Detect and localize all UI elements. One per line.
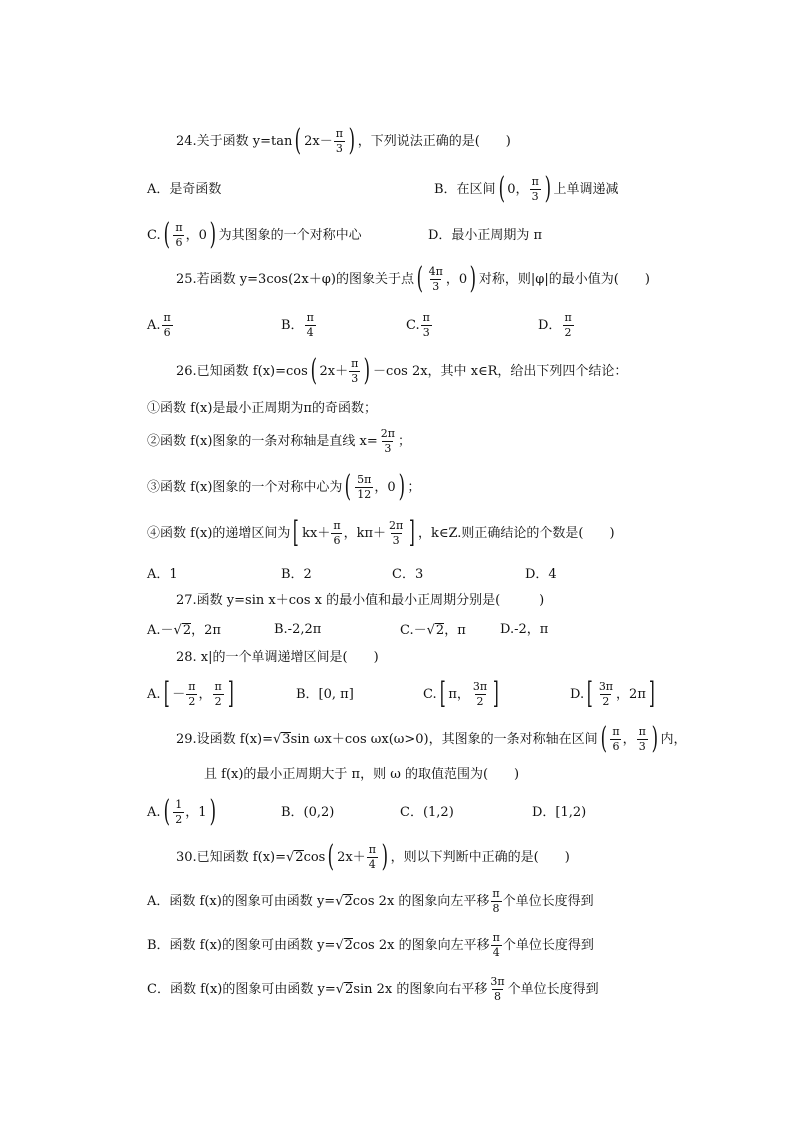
fraction	[597, 681, 615, 707]
text: B．函数 f(x)的图象可由函数 y=	[147, 937, 336, 953]
numerator: π	[638, 724, 646, 738]
text: 为其图象的一个对称中心	[218, 227, 362, 243]
q26-conclusion-2	[147, 428, 411, 454]
numerator: 3π	[490, 975, 505, 988]
text: ，	[622, 731, 636, 747]
left-paren: (	[600, 721, 607, 756]
fraction	[173, 222, 184, 248]
numerator: π	[492, 887, 500, 900]
text: 上单调递减	[553, 181, 619, 197]
text: B．2	[281, 567, 312, 582]
numerator: π	[531, 174, 539, 188]
text: 2x＋	[319, 363, 349, 379]
text: －	[172, 686, 186, 702]
q28-option-d	[570, 676, 658, 711]
right-paren: )	[209, 217, 216, 252]
denominator: 8	[494, 989, 502, 1003]
q29-stem-line2	[204, 768, 519, 781]
text: 26.已知函数 f(x)=cos	[176, 363, 308, 379]
text: ④函数 f(x)的递增区间为	[147, 525, 291, 541]
text: sin 2x 的图象向右平移	[353, 981, 488, 997]
text: D.	[570, 686, 585, 702]
q29-option-b	[281, 806, 334, 819]
denominator: 3	[384, 441, 392, 455]
numerator: 2π	[380, 427, 396, 440]
text: D．4	[525, 567, 557, 582]
numerator: π	[335, 126, 343, 140]
fraction	[367, 844, 378, 870]
radicand: 2	[295, 850, 304, 865]
text: A.	[147, 317, 161, 333]
right-bracket: ]	[409, 515, 416, 550]
q29-option-d	[532, 806, 586, 819]
text: 内，	[660, 731, 687, 747]
text: 28. x|的一个单调递增区间是( )	[176, 650, 379, 665]
denominator: 3	[531, 189, 539, 203]
q29-option-c	[400, 806, 454, 819]
text: ，kπ＋	[343, 525, 387, 541]
numerator: π	[351, 356, 359, 370]
text: ②函数 f(x)图象的一条对称轴是直线 x=	[147, 433, 378, 449]
sqrt-symbol: √	[426, 622, 435, 638]
right-paren: )	[209, 794, 216, 829]
fraction	[213, 681, 224, 707]
q26-conclusion-3	[147, 469, 421, 504]
q24-option-c	[147, 217, 362, 252]
left-paren: (	[163, 794, 170, 829]
q29-stem	[176, 721, 687, 756]
q24-option-b	[434, 171, 619, 206]
fraction	[562, 312, 573, 338]
text: π，	[448, 686, 470, 702]
fraction	[637, 726, 648, 752]
text: C.	[406, 317, 420, 333]
denominator: 6	[612, 739, 620, 753]
text: C.	[147, 227, 161, 243]
text: ，π	[444, 622, 466, 638]
sqrt-symbol: √	[335, 893, 344, 909]
text: C．3	[392, 567, 424, 582]
fraction	[305, 312, 316, 338]
sqrt-symbol: √	[335, 981, 345, 997]
text: B.-2,2π	[274, 622, 322, 637]
radicand: 2	[344, 938, 353, 954]
right-bracket: ]	[493, 676, 499, 711]
q27-stem	[176, 594, 544, 607]
numerator: π	[368, 842, 376, 856]
q25-option-c	[406, 312, 433, 338]
text: 个单位长度得到	[502, 893, 594, 909]
text: 0，	[507, 181, 529, 197]
sqrt-symbol: √	[273, 731, 282, 747]
right-bracket: ]	[227, 676, 234, 711]
numerator: 2π	[389, 518, 404, 532]
text: A．1	[147, 567, 178, 582]
denominator: 3	[351, 371, 359, 385]
text: ，0	[374, 479, 396, 495]
text: ③函数 f(x)图象的一个对称中心为	[147, 479, 343, 495]
numerator: π	[306, 311, 314, 324]
numerator: π	[333, 518, 341, 532]
right-bracket: ]	[648, 676, 655, 711]
fraction	[331, 520, 342, 546]
numerator: 4π	[428, 264, 443, 278]
denominator: 3	[432, 279, 440, 293]
left-paren: (	[416, 261, 424, 296]
q26-conclusion-4	[147, 515, 615, 550]
denominator: 2	[188, 694, 196, 708]
text: 27.函数 y=sin x＋cos x 的最小值和最小正周期分别是( )	[176, 593, 545, 608]
text: ；	[407, 479, 421, 495]
q24-option-a	[147, 183, 221, 196]
left-paren: (	[310, 353, 317, 388]
q28-stem	[176, 651, 379, 664]
fraction	[355, 474, 373, 500]
q30-option-c	[147, 976, 599, 1002]
text: 对称，则|φ|的最小值为( )	[478, 271, 650, 287]
text: B．在区间	[434, 181, 496, 197]
text: D.-2，π	[500, 622, 549, 637]
text: ，则以下判断中正确的是( )	[390, 849, 570, 865]
q26-conclusion-1	[147, 402, 377, 415]
left-paren: (	[498, 171, 505, 206]
text: C．(1,2)	[400, 805, 454, 820]
numerator: π	[214, 679, 222, 693]
fraction	[530, 176, 541, 202]
left-bracket: [	[587, 676, 593, 711]
radicand: 3	[282, 732, 291, 747]
left-paren: (	[295, 123, 302, 158]
sqrt-symbol: √	[286, 849, 295, 865]
denominator: 8	[492, 901, 500, 915]
q27-option-d	[500, 623, 548, 636]
q30-option-b	[147, 932, 594, 958]
fraction	[427, 266, 445, 292]
q25-stem	[176, 261, 650, 296]
text: A.	[147, 804, 161, 820]
text: 30.已知函数 f(x)=	[176, 849, 286, 865]
q29-option-a	[147, 794, 218, 829]
q25-option-d	[538, 312, 575, 338]
sqrt-symbol: √	[335, 937, 344, 953]
denominator: 2	[564, 325, 572, 339]
fraction	[421, 312, 432, 338]
right-paren: )	[651, 721, 658, 756]
fraction	[471, 681, 489, 707]
q26-stem	[176, 353, 628, 388]
denominator: 2	[476, 694, 484, 708]
fraction	[490, 888, 501, 914]
radicand: 2	[344, 894, 353, 910]
text: 个单位长度得到	[502, 937, 594, 953]
fraction	[173, 799, 184, 825]
text: ；	[398, 433, 412, 449]
q27-option-a	[147, 623, 221, 637]
text: ，2π	[191, 622, 221, 638]
numerator: π	[422, 311, 430, 324]
fraction	[162, 312, 173, 338]
denominator: 4	[368, 857, 376, 871]
right-paren: )	[348, 123, 356, 158]
left-bracket: [	[163, 676, 170, 711]
sqrt-symbol: √	[173, 622, 182, 638]
numerator: π	[175, 220, 183, 234]
text: －cos 2x，其中 x∈R，给出下列四个结论：	[373, 363, 628, 379]
fraction	[491, 932, 502, 958]
text: cos 2x 的图象向左平移	[352, 893, 490, 909]
numerator: π	[612, 724, 620, 738]
text: 2x＋	[337, 849, 366, 865]
text: B．[0, π]	[296, 687, 354, 702]
text: 24.关于函数 y=tan	[176, 133, 293, 149]
denominator: 4	[306, 325, 314, 339]
fraction	[334, 128, 345, 154]
q27-option-c	[400, 623, 466, 637]
fraction	[379, 428, 397, 454]
denominator: 6	[163, 325, 171, 339]
text: C.	[423, 686, 437, 702]
denominator: 4	[492, 945, 500, 959]
text: D．	[538, 317, 562, 333]
fraction	[349, 358, 360, 384]
denominator: 12	[357, 487, 372, 501]
text: 29.设函数 f(x)=	[176, 731, 273, 747]
denominator: 2	[214, 694, 222, 708]
q26-option-b	[281, 568, 312, 581]
numerator: 3π	[472, 679, 488, 693]
numerator: 3π	[598, 679, 614, 693]
denominator: 3	[392, 533, 400, 547]
text: 25.若函数 y=3cos(2x＋φ)的图象关于点	[176, 271, 414, 287]
q26-option-c	[392, 568, 423, 581]
text: B．	[281, 317, 304, 333]
left-bracket: [	[293, 515, 300, 550]
text: ①函数 f(x)是最小正周期为π的奇函数；	[147, 401, 377, 416]
fraction	[488, 976, 506, 1002]
denominator: 2	[175, 812, 183, 826]
right-paren: )	[544, 171, 551, 206]
text: D．最小正周期为 π	[428, 228, 543, 243]
text: sin ωx＋cos ωx(ω>0)，其图象的一条对称轴在区间	[290, 731, 598, 747]
q25-option-b	[281, 312, 317, 338]
left-paren: (	[327, 839, 335, 874]
denominator: 2	[602, 694, 610, 708]
right-paren: )	[398, 469, 405, 504]
text: A.	[147, 686, 161, 702]
denominator: 6	[175, 235, 183, 249]
numerator: 1	[175, 797, 183, 811]
left-bracket: [	[439, 676, 446, 711]
radicand: 2	[435, 623, 445, 638]
text: cos	[303, 849, 326, 865]
q28-option-a	[147, 676, 236, 711]
radicand: 2	[345, 982, 354, 998]
denominator: 3	[335, 141, 343, 155]
q24-option-d	[428, 229, 542, 242]
q27-option-b	[274, 623, 321, 636]
text: cos 2x 的图象向左平移	[352, 937, 490, 953]
right-paren: )	[363, 353, 371, 388]
text: D．[1,2)	[532, 805, 587, 820]
text: 2x－	[304, 133, 333, 149]
text: 且 f(x)的最小正周期大于 π，则 ω 的取值范围为( )	[204, 767, 520, 782]
denominator: 3	[638, 739, 646, 753]
right-paren: )	[469, 261, 477, 296]
text: ，下列说法正确的是( )	[357, 133, 511, 149]
q28-option-b	[296, 688, 354, 701]
q24-stem	[176, 123, 511, 158]
numerator: π	[564, 311, 572, 324]
text: 个单位长度得到	[507, 981, 599, 997]
numerator: 5π	[357, 472, 372, 486]
q26-option-a	[147, 568, 178, 581]
text: ，	[198, 686, 212, 702]
q26-option-d	[525, 568, 557, 581]
q30-stem	[176, 839, 570, 874]
text: A．是奇函数	[147, 182, 222, 197]
numerator: π	[492, 931, 500, 944]
numerator: π	[188, 679, 196, 693]
left-paren: (	[163, 217, 170, 252]
text: ，0	[185, 227, 207, 243]
text: ，2π	[616, 686, 646, 702]
text: ，0	[445, 271, 468, 287]
text: A．函数 f(x)的图象可由函数 y=	[147, 893, 336, 909]
radicand: 2	[182, 623, 192, 638]
right-paren: )	[381, 839, 389, 874]
text: ，1	[185, 804, 207, 820]
text: C.－	[400, 622, 427, 638]
q30-option-a	[147, 888, 594, 914]
q25-option-a	[147, 312, 174, 338]
text: ，k∈Z.则正确结论的个数是( )	[417, 525, 615, 541]
left-paren: (	[345, 469, 352, 504]
denominator: 3	[422, 325, 430, 339]
fraction	[610, 726, 621, 752]
q28-option-c	[423, 676, 502, 711]
text: C．函数 f(x)的图象可由函数 y=	[147, 981, 336, 997]
text: A.－	[147, 622, 174, 638]
text: kx＋	[302, 525, 331, 541]
fraction	[186, 681, 197, 707]
denominator: 6	[333, 533, 341, 547]
text: B．(0,2)	[281, 805, 335, 820]
numerator: π	[163, 311, 171, 324]
fraction	[387, 520, 405, 546]
